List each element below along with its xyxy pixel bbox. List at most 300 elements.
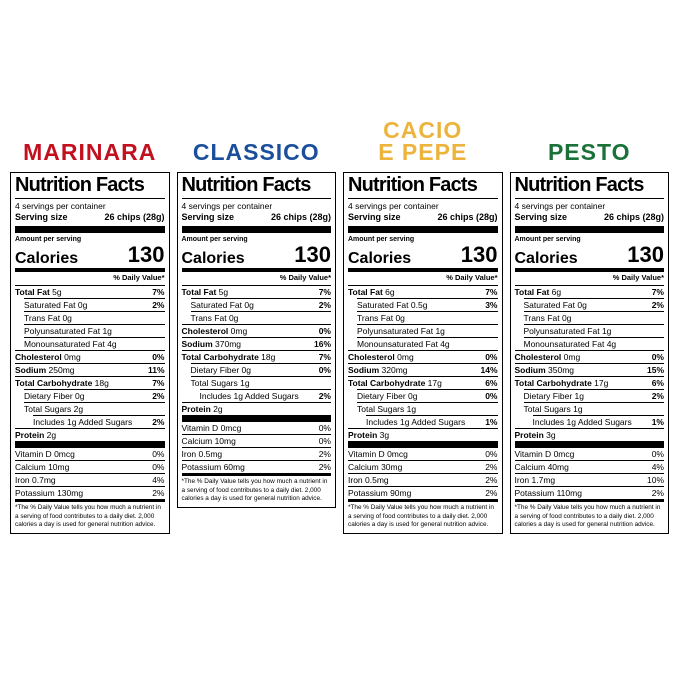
- nutrient-cell: [524, 392, 585, 402]
- nutrient-cell: [182, 340, 242, 350]
- vitamin-row: [182, 434, 332, 447]
- nutrient-amount: 0.5mg: [198, 448, 223, 459]
- daily-value-percent: 0%: [318, 435, 331, 446]
- nutrient-cell: [24, 314, 72, 324]
- nutrient-amount: 6g: [385, 286, 395, 297]
- nutrient-row: [515, 363, 665, 376]
- daily-value-header: % Daily Value*: [446, 273, 498, 283]
- nutrient-amount: 1g: [574, 390, 584, 401]
- vitamin-row: [348, 448, 498, 460]
- nutrient-row: [515, 376, 665, 389]
- nutrient-name: Monounsaturated Fat: [523, 338, 605, 349]
- nutrient-amount: 30mg: [381, 461, 403, 472]
- flavor-column: [177, 114, 337, 508]
- vitamin-row: [515, 460, 665, 473]
- vitamin-row: [15, 448, 165, 460]
- nutrient-name: Potassium: [348, 487, 388, 498]
- amount-per-serving-label: Amount per serving: [348, 235, 415, 243]
- nutrient-row: [33, 415, 165, 428]
- daily-value-percent: 7%: [318, 286, 331, 297]
- nutrient-row: [24, 337, 165, 350]
- daily-value-percent: 15%: [646, 364, 664, 375]
- nutrient-cell: [515, 463, 569, 473]
- serving-size-row: [15, 211, 165, 226]
- nutrient-row: [348, 428, 498, 441]
- nutrient-cell: [348, 288, 395, 298]
- flavor-title-zone: [177, 114, 337, 164]
- servings-per-container: 4 servings per container: [348, 200, 439, 211]
- serving-size-row: [515, 211, 665, 226]
- nutrient-amount: 17g: [594, 377, 609, 388]
- flavor-title-line: MARINARA: [23, 139, 157, 166]
- nutrient-rows: [182, 285, 332, 415]
- nutrient-name: Vitamin D: [348, 448, 385, 459]
- calories-label: Calories: [15, 249, 79, 267]
- nutrient-row: [515, 285, 665, 298]
- flavor-column: [510, 114, 670, 534]
- daily-value-percent: 10%: [646, 474, 664, 485]
- nutrition-facts-panel: [343, 172, 503, 534]
- nutrient-name: Iron: [348, 474, 363, 485]
- nutrient-name: Vitamin D: [181, 422, 219, 433]
- daily-value-percent: 0%: [485, 448, 498, 459]
- nutrient-name: Includes 1g Added Sugars: [199, 390, 299, 401]
- nutrient-amount: 370mg: [215, 338, 242, 349]
- nutrient-cell: [348, 476, 389, 486]
- nutrient-cell: [191, 366, 252, 376]
- flavor-title: [192, 139, 320, 166]
- daily-value-percent: 7%: [485, 286, 498, 297]
- nutrient-amount: 4g: [440, 338, 450, 349]
- daily-value-percent: 0%: [152, 448, 165, 459]
- nutrient-cell: [533, 418, 632, 428]
- nutrient-name: Iron: [181, 448, 197, 459]
- nutrient-amount: 0mg: [397, 351, 414, 362]
- nutrient-name: Dietary Fiber: [523, 390, 573, 401]
- nutrient-row: [515, 350, 665, 363]
- nutrient-amount: 1g: [573, 403, 583, 414]
- nutrient-name: Total Fat: [514, 286, 550, 297]
- servings-per-container: 4 servings per container: [514, 200, 606, 211]
- nutrient-amount: 1g: [601, 325, 612, 336]
- vitamin-row: [182, 447, 332, 460]
- nutrient-row: [15, 363, 165, 376]
- nutrient-name: Sodium: [15, 364, 47, 375]
- nutrient-cell: [524, 340, 617, 350]
- nutrient-row: [191, 311, 332, 324]
- nutrient-cell: [524, 327, 612, 337]
- nutrient-row: [524, 311, 665, 324]
- nutrient-name: Total Sugars: [523, 403, 571, 414]
- daily-value-percent: 0%: [152, 351, 165, 362]
- daily-value-percent: 2%: [651, 487, 664, 498]
- nutrient-cell: [348, 431, 389, 441]
- amount-per-serving-label: Amount per serving: [181, 235, 248, 243]
- daily-value-percent: 3%: [485, 299, 498, 310]
- calories-label: Calories: [348, 249, 412, 267]
- nutrient-cell: [348, 450, 408, 460]
- calories-value: 130: [127, 241, 165, 267]
- nutrient-rows: [348, 285, 498, 441]
- nutrient-row: [524, 324, 665, 337]
- nutrient-cell: [357, 340, 450, 350]
- nutrient-name: Potassium: [181, 461, 222, 472]
- servings-per-container: 4 servings per container: [15, 200, 106, 211]
- daily-value-percent: 0%: [318, 422, 331, 433]
- flavor-title: [547, 139, 631, 166]
- nutrient-row: [182, 350, 332, 363]
- nutrient-row: [348, 285, 498, 298]
- nutrient-amount: 1g: [406, 403, 417, 414]
- nutrient-name: Total Carbohydrate: [15, 377, 93, 388]
- vitamin-row: [182, 422, 332, 434]
- nutrient-cell: [182, 463, 245, 473]
- nutrient-name: Saturated Fat: [523, 299, 576, 310]
- nutrient-cell: [182, 327, 248, 337]
- flavor-title: [23, 139, 157, 166]
- daily-value-percent: 1%: [651, 416, 664, 427]
- vitamin-row: [15, 460, 165, 473]
- daily-value-percent: 2%: [318, 390, 331, 401]
- daily-value-percent: 4%: [651, 461, 664, 472]
- vitamin-row: [348, 486, 498, 499]
- nutrient-row: [182, 285, 332, 298]
- nutrient-amount: 10mg: [214, 435, 236, 446]
- nutrient-name: Calcium: [348, 461, 379, 472]
- nutrient-row: [357, 324, 498, 337]
- nutrient-name: Iron: [514, 474, 530, 485]
- nutrient-name: Protein: [514, 429, 544, 440]
- thick-divider: [515, 226, 665, 233]
- daily-value-percent: 0%: [318, 364, 331, 375]
- calories-row: [348, 241, 498, 268]
- nutrient-row: [357, 402, 498, 415]
- daily-value-percent: 1%: [485, 416, 498, 427]
- nutrition-facts-panel: [177, 172, 337, 508]
- nutrient-name: Polyunsaturated Fat: [523, 325, 600, 336]
- nutrient-row: [24, 402, 165, 415]
- nutrient-amount: 2g: [46, 429, 57, 440]
- amount-per-serving-label: Amount per serving: [15, 235, 82, 243]
- thick-divider: [15, 441, 165, 448]
- nutrient-row: [524, 337, 665, 350]
- nutrient-amount: 0.5mg: [365, 474, 389, 485]
- nutrient-cell: [357, 327, 445, 337]
- nutrient-name: Dietary Fiber: [357, 390, 406, 401]
- vitamin-row: [15, 486, 165, 499]
- nutrient-cell: [357, 405, 416, 415]
- nutrient-row: [15, 428, 165, 441]
- daily-value-percent: 16%: [313, 338, 331, 349]
- nutrient-amount: 2g: [73, 403, 84, 414]
- daily-value-percent: 14%: [480, 364, 498, 375]
- nutrient-row: [524, 298, 665, 311]
- nutrient-amount: 0g: [395, 312, 405, 323]
- nutrient-cell: [182, 353, 276, 363]
- nutrient-name: Sodium: [181, 338, 213, 349]
- nutrient-amount: 1g: [435, 325, 445, 336]
- serving-size-value: 26 chips (28g): [437, 211, 498, 222]
- nutrition-facts-heading: Nutrition Facts: [182, 175, 332, 199]
- vitamin-row: [515, 486, 665, 499]
- nutrient-name: Dietary Fiber: [190, 364, 240, 375]
- nutrient-name: Includes 1g Added Sugars: [532, 416, 632, 427]
- nutrient-cell: [515, 431, 556, 441]
- nutrient-cell: [182, 405, 223, 415]
- nutrient-cell: [24, 301, 87, 311]
- thick-divider: [348, 441, 498, 448]
- nutrient-name: Total Sugars: [190, 377, 238, 388]
- nutrient-row: [182, 337, 332, 350]
- nutrient-amount: 0mcg: [553, 448, 575, 459]
- daily-value-percent: 0%: [318, 325, 331, 336]
- daily-value-percent: 7%: [152, 286, 165, 297]
- thick-divider: [515, 441, 665, 448]
- nutrient-row: [200, 389, 332, 402]
- nutrient-row: [24, 298, 165, 311]
- nutrient-row: [191, 376, 332, 389]
- nutrient-amount: 10mg: [48, 461, 70, 472]
- daily-value-percent: 2%: [152, 416, 165, 427]
- serving-size-label: Serving size: [348, 211, 401, 222]
- nutrient-cell: [357, 392, 418, 402]
- nutrient-cell: [348, 489, 411, 499]
- nutrient-row: [524, 402, 665, 415]
- nutrient-amount: 0g: [228, 312, 239, 323]
- daily-value-percent: 0%: [152, 461, 165, 472]
- nutrient-name: Potassium: [514, 487, 555, 498]
- nutrient-row: [533, 415, 665, 428]
- nutrient-cell: [24, 392, 85, 402]
- nutrient-row: [24, 324, 165, 337]
- nutrient-amount: 60mg: [223, 461, 245, 472]
- nutrient-amount: 0.5g: [410, 299, 428, 310]
- flavor-title-zone: [10, 114, 170, 164]
- nutrient-name: Saturated Fat: [190, 299, 243, 310]
- nutrient-amount: 17g: [427, 377, 442, 388]
- nutrient-amount: 0g: [62, 312, 72, 323]
- nutrient-name: Total Sugars: [357, 403, 405, 414]
- nutrient-rows: [15, 285, 165, 441]
- nutrient-name: Iron: [15, 474, 30, 485]
- nutrient-row: [515, 428, 665, 441]
- serving-size-label: Serving size: [15, 211, 68, 222]
- nutrient-cell: [182, 437, 236, 447]
- nutrient-amount: 18g: [261, 351, 276, 362]
- flavor-column: [343, 114, 503, 534]
- nutrition-facts-panel: [10, 172, 170, 534]
- nutrient-name: Total Carbohydrate: [514, 377, 592, 388]
- nutrient-amount: 0g: [75, 390, 85, 401]
- daily-value-percent: 0%: [485, 351, 498, 362]
- flavor-title-zone: [343, 114, 503, 164]
- calories-value: 130: [460, 241, 498, 267]
- nutrient-amount: 1g: [240, 377, 250, 388]
- thick-divider: [348, 226, 498, 233]
- nutrient-row: [357, 337, 498, 350]
- nutrient-cell: [515, 288, 562, 298]
- nutrient-name: Polyunsaturated Fat: [24, 325, 101, 336]
- nutrient-amount: 6g: [551, 286, 562, 297]
- nutrient-cell: [191, 301, 254, 311]
- flavor-title-line: E PEPE: [378, 139, 468, 166]
- nutrient-amount: 4g: [107, 338, 117, 349]
- nutrient-amount: 40mg: [547, 461, 569, 472]
- nutrient-amount: 0mg: [230, 325, 248, 336]
- nutrient-row: [348, 376, 498, 389]
- thick-divider: [182, 415, 332, 422]
- nutrient-amount: 3g: [546, 429, 556, 440]
- nutrient-amount: 130mg: [57, 487, 84, 498]
- servings-per-container: 4 servings per container: [181, 200, 273, 211]
- daily-value-footnote: *The % Daily Value tells you how much a nutrient in a serving of food contributes to a daily diet. 2,000 calories a day is used for general nutrition advice.: [15, 504, 161, 529]
- vitamin-row: [15, 473, 165, 486]
- daily-value-percent: 2%: [152, 390, 165, 401]
- nutrient-amount: 350mg: [548, 364, 575, 375]
- nutrient-name: Protein: [181, 403, 211, 414]
- nutrient-amount: 4g: [606, 338, 617, 349]
- serving-size-value: 26 chips (28g): [603, 211, 664, 222]
- daily-value-percent: 0%: [651, 351, 664, 362]
- nutrient-cell: [515, 353, 581, 363]
- daily-value-percent: 2%: [318, 461, 331, 472]
- thick-divider: [182, 226, 332, 233]
- calories-row: [181, 241, 332, 268]
- nutrient-amount: 0g: [408, 390, 418, 401]
- nutrient-cell: [15, 366, 75, 376]
- nutrient-name: Trans Fat: [357, 312, 394, 323]
- nutrient-cell: [182, 288, 229, 298]
- nutrient-name: Saturated Fat: [357, 299, 409, 310]
- daily-value-percent: 2%: [152, 299, 165, 310]
- daily-value-percent: 7%: [152, 377, 165, 388]
- nutrient-cell: [348, 353, 414, 363]
- daily-value-footnote: *The % Daily Value tells you how much a nutrient in a serving of food contributes to a daily diet. 2,000 calories a day is used for general nutrition advice.: [514, 504, 661, 529]
- daily-value-percent: 2%: [318, 448, 331, 459]
- nutrient-row: [182, 402, 332, 415]
- nutrient-amount: 2g: [213, 403, 223, 414]
- daily-value-header: % Daily Value*: [113, 273, 165, 283]
- nutrition-facts-heading: Nutrition Facts: [515, 175, 665, 199]
- nutrient-row: [24, 389, 165, 402]
- nutrient-row: [348, 350, 498, 363]
- nutrient-name: Protein: [15, 429, 45, 440]
- nutrient-name: Includes 1g Added Sugars: [33, 416, 133, 427]
- serving-size-label: Serving size: [181, 211, 235, 222]
- nutrient-name: Monounsaturated Fat: [357, 338, 438, 349]
- nutrient-cell: [515, 379, 609, 389]
- vitamin-row: [348, 473, 498, 486]
- nutrient-amount: 90mg: [390, 487, 412, 498]
- nutrient-amount: 0g: [77, 299, 88, 310]
- nutrient-amount: 0mcg: [54, 448, 75, 459]
- nutrient-name: Cholesterol: [348, 351, 395, 362]
- vitamin-rows: [348, 448, 498, 499]
- nutrient-name: Potassium: [15, 487, 55, 498]
- nutrient-cell: [366, 418, 465, 428]
- nutrient-amount: 250mg: [48, 364, 75, 375]
- daily-value-percent: 2%: [651, 299, 664, 310]
- nutrient-name: Calcium: [514, 461, 546, 472]
- nutrient-cell: [524, 314, 572, 324]
- nutrient-cell: [15, 379, 109, 389]
- nutrient-cell: [348, 379, 442, 389]
- nutrient-row: [348, 363, 498, 376]
- daily-value-percent: 0%: [651, 448, 664, 459]
- nutrient-row: [24, 311, 165, 324]
- nutrient-row: [15, 376, 165, 389]
- nutrient-row: [191, 363, 332, 376]
- nutrient-cell: [524, 301, 587, 311]
- daily-value-percent: 6%: [651, 377, 664, 388]
- nutrient-amount: 0mg: [64, 351, 81, 362]
- nutrient-cell: [348, 366, 408, 376]
- daily-value-header: % Daily Value*: [612, 273, 664, 283]
- serving-size-value: 26 chips (28g): [270, 211, 331, 222]
- nutrient-name: Total Fat: [181, 286, 217, 297]
- nutrient-amount: 3g: [379, 429, 390, 440]
- nutrient-name: Total Fat: [15, 286, 50, 297]
- nutrient-row: [182, 324, 332, 337]
- nutrient-amount: 0mg: [563, 351, 581, 362]
- daily-value-footnote: *The % Daily Value tells you how much a nutrient in a serving of food contributes to a daily diet. 2,000 calories a day is used for general nutrition advice.: [181, 478, 328, 502]
- nutrient-row: [524, 389, 665, 402]
- daily-value-percent: 2%: [152, 487, 165, 498]
- flavor-title-line: CACIO: [383, 117, 463, 144]
- nutrient-name: Saturated Fat: [24, 299, 76, 310]
- daily-value-header: % Daily Value*: [279, 273, 331, 283]
- nutrient-rows: [515, 285, 665, 441]
- nutrient-amount: 0g: [577, 299, 587, 310]
- nutrient-name: Cholesterol: [514, 351, 562, 362]
- nutrient-cell: [24, 405, 83, 415]
- nutrient-name: Calcium: [181, 435, 213, 446]
- nutrient-row: [357, 298, 498, 311]
- vitamin-row: [182, 460, 332, 473]
- nutrient-name: Total Fat: [348, 286, 383, 297]
- nutrient-name: Protein: [348, 429, 378, 440]
- flavor-title: [378, 117, 468, 166]
- daily-value-percent: 2%: [485, 487, 498, 498]
- calories-label: Calories: [181, 249, 245, 267]
- vitamin-rows: [15, 448, 165, 499]
- nutrient-name: Trans Fat: [24, 312, 61, 323]
- nutrition-facts-panel: [510, 172, 670, 534]
- nutrient-name: Dietary Fiber: [24, 390, 73, 401]
- flavor-title-zone: [510, 114, 670, 164]
- nutrient-cell: [15, 353, 81, 363]
- nutrient-amount: 18g: [94, 377, 109, 388]
- nutrient-row: [357, 311, 498, 324]
- nutrient-name: Vitamin D: [15, 448, 52, 459]
- calories-row: [15, 241, 165, 268]
- nutrient-cell: [24, 327, 112, 337]
- nutrient-row: [15, 285, 165, 298]
- calories-value: 130: [627, 241, 664, 267]
- nutrient-cell: [15, 476, 56, 486]
- calories-value: 130: [294, 241, 331, 267]
- nutrient-cell: [182, 424, 242, 434]
- calories-row: [514, 241, 665, 268]
- nutrient-cell: [515, 450, 575, 460]
- nutrient-cell: [182, 450, 223, 460]
- nutrient-name: Calcium: [15, 461, 46, 472]
- daily-value-percent: 2%: [318, 299, 331, 310]
- nutrient-cell: [15, 288, 62, 298]
- thick-divider: [15, 226, 165, 233]
- vitamin-row: [515, 473, 665, 486]
- nutrient-name: Trans Fat: [523, 312, 560, 323]
